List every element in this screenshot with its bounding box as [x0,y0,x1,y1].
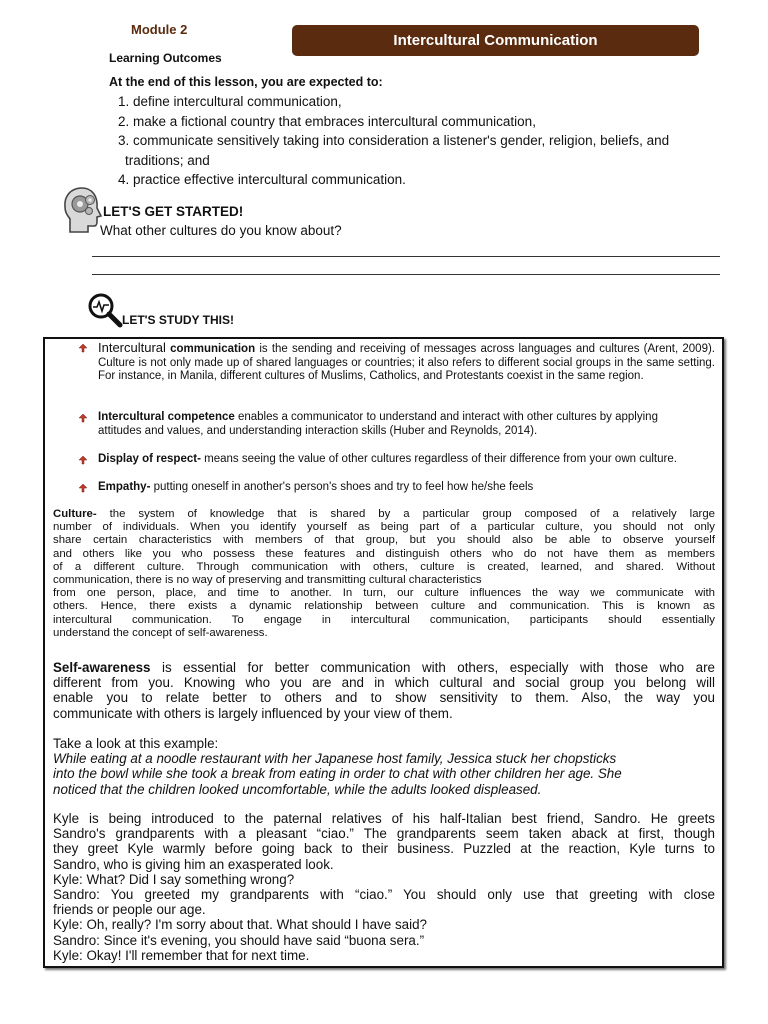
bullet-text: means seeing the value of other cultures regardless of their difference from your own culture. [204,453,677,465]
term-empathy: Empathy- [98,481,151,493]
learning-outcomes-intro: At the end of this lesson, you are expected to: [109,75,383,89]
example-intro: Take a look at this example: [53,736,219,751]
paragraph-line: of a different culture. Through communication with others, culture is created, learned, and shared. Without [53,560,715,573]
dialogue-line: friends or people our age. [53,902,206,918]
paragraph-line: different from you. Knowing who you are and in which cultural and social group you belong will [53,675,715,691]
example-line: into the bowl while she took a break from eating in order to chat with other children her age. She [53,766,622,782]
paragraph-line: from one person, place, and time to another. In turn, our culture influences the way we communicate with [53,587,715,600]
dialogue-line: Sandro's grandparents with a pleasant “ciao.” The grandparents seem taken aback at first, though [53,826,715,842]
lesson-title: Intercultural Communication [393,32,598,49]
paragraph-line: understand the concept of self-awareness. [53,626,268,639]
paragraph-line: number of individuals. When you identify yourself as being part of a particular culture, you should not only [53,521,715,534]
started-question: What other cultures do you know about? [100,223,342,238]
thinking-head-icon [62,186,104,234]
paragraph-line: share certain characteristics with members of that group, but you should also be able to observe yourself [53,534,715,547]
dialogue-line: Kyle: What? Did I say something wrong? [53,871,295,887]
term-display-of-respect: Display of respect- [98,453,201,465]
self-awareness-paragraph [53,660,715,721]
arrow-bullet-icon [78,413,88,423]
term-communication: communication [170,343,256,355]
outcome-item: 1. define intercultural communication, [118,94,342,109]
arrow-bullet-icon [78,483,88,493]
bullet-intercultural-communication [78,341,715,384]
paragraph-line: communicate with others is largely influenced by your view of them. [53,705,453,721]
learning-outcomes-list [118,92,738,190]
dialogue-line: Kyle: Oh, really? I'm sorry about that. What should I have said? [53,917,427,933]
answer-line[interactable] [92,256,720,257]
culture-paragraph [53,508,715,640]
paragraph-line: enable you to relate better to others and to show sensitivity to them. Also, the way you [53,690,715,706]
example-line: While eating at a noodle restaurant with her Japanese host family, Jessica stuck her chopsticks [53,751,617,767]
paragraph-line: Self-awareness is essential for better communication with others, especially with those who are [53,660,715,675]
paragraph-line: Culture- the system of knowledge that is shared by a particular group composed of a relatively large [53,508,715,520]
term-intercultural: Intercultural [98,340,166,355]
bullet-text: is the sending and receiving of messages across languages and cultures (Arent, 2009). Culture is not only made up of shared languages or countries; it also refers to different social groups in the same setting. For instance, in Manila, different cultures of Muslims, Catholics, and Protestants coexist in the same region. [98,343,715,383]
dialogue-line: Kyle is being introduced to the paternal relatives of his half-Italian best friend, Sandro. He greets [53,811,715,826]
term-culture: Culture- [53,508,97,520]
term-self-awareness: Self-awareness [53,660,151,675]
bullet-intercultural-competence [78,411,658,438]
dialogue-line: Sandro: You greeted my grandparents with “ciao.” You should only use that greeting with close [53,887,715,903]
learning-outcomes-heading: Learning Outcomes [109,51,222,65]
dialogue-line: Sandro: Since it's evening, you should have said “buona sera.” [53,932,425,948]
kyle-dialogue-block [53,811,715,963]
dialogue-line: Sandro, who is giving him an exasperated look. [53,856,334,872]
lesson-title-banner [292,25,699,56]
module-label: Module 2 [131,22,188,37]
outcome-item: 4. practice effective intercultural communication. [118,172,406,187]
lets-get-started-heading: LET'S GET STARTED! [103,204,244,219]
magnifier-icon [86,292,124,330]
paragraph-line: others. Hence, there exists a dynamic relationship between culture and communication. This is known as [53,600,715,613]
term-intercultural-competence: Intercultural competence [98,411,235,423]
lets-study-this-heading: LET'S STUDY THIS! [122,313,234,327]
outcome-item: 2. make a fictional country that embraces intercultural communication, [118,113,536,129]
arrow-bullet-icon [78,455,88,465]
outcome-item: 3. communicate sensitively taking into consideration a listener's gender, religion, beliefs, and [118,133,670,148]
outcome-item-continuation: traditions; and [125,152,210,168]
answer-line[interactable] [92,274,720,275]
example-block [53,736,715,797]
dialogue-line: Kyle: Okay! I'll remember that for next time. [53,947,310,963]
bullet-empathy [78,481,708,495]
example-line: noticed that the children looked uncomfortable, while the adults looked displeased. [53,781,542,797]
dialogue-line: they greet Kyle warmly before going back to their business. Puzzled at the reaction, Kyle turns to [53,841,715,857]
paragraph-line: communication, there is no way of preserving and transmitting cultural characteristics [53,574,482,587]
paragraph-line: and others like you who possess these features and distinguish others who do not have them as members [53,547,715,560]
bullet-text: putting oneself in another's person's shoes and try to feel how he/she feels [153,481,534,493]
bullet-text: enables a communicator to understand and interact with other cultures by applying attitudes and values, and understanding interaction skills (Huber and Reynolds, 2014). [98,411,658,437]
paragraph-line: intercultural communication. To engage in intercultural communication, participants should essentially [53,613,715,626]
bullet-display-of-respect [78,453,693,467]
arrow-bullet-icon [78,343,88,353]
